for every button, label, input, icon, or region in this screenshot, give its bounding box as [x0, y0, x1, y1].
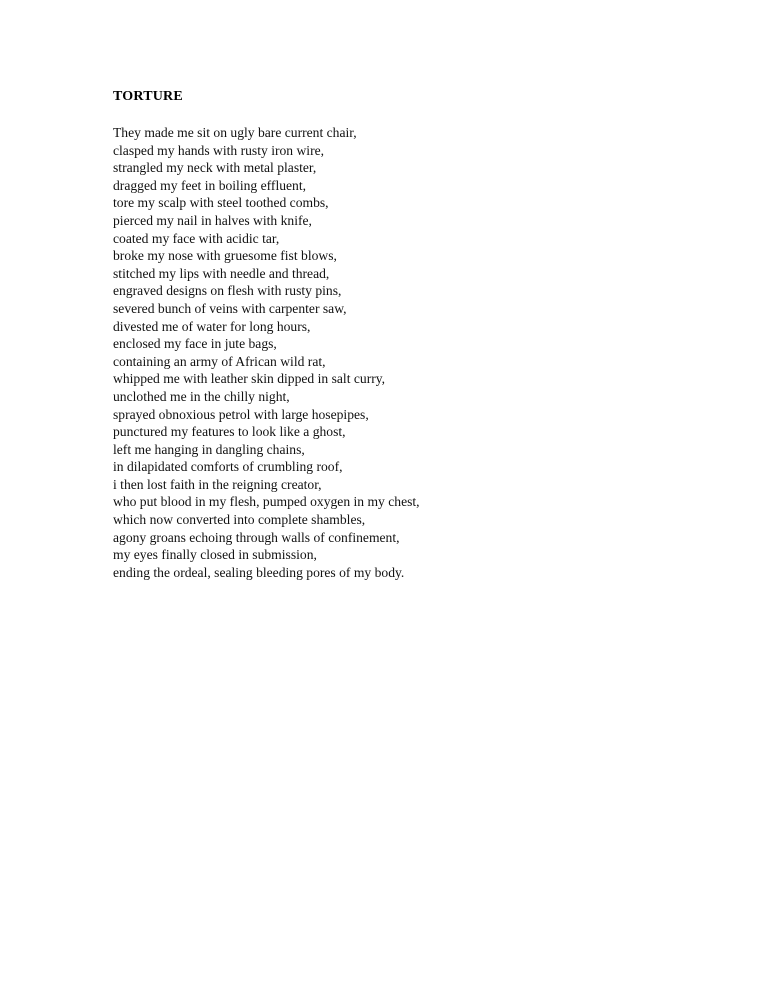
- poem-line: unclothed me in the chilly night,: [113, 388, 290, 404]
- poem-line: sprayed obnoxious petrol with large hosepipes,: [113, 406, 369, 422]
- poem-line: punctured my features to look like a ghost,: [113, 424, 346, 440]
- poem-line: divested me of water for long hours,: [113, 318, 311, 334]
- poem-line: stitched my lips with needle and thread,: [113, 265, 330, 281]
- poem-line: containing an army of African wild rat,: [113, 353, 326, 369]
- poem-line: agony groans echoing through walls of confinement,: [113, 529, 400, 545]
- poem-line: engraved designs on flesh with rusty pins,: [113, 283, 342, 299]
- poem-line: my eyes finally closed in submission,: [113, 547, 317, 563]
- poem-line: tore my scalp with steel toothed combs,: [113, 195, 329, 211]
- poem-line: who put blood in my flesh, pumped oxygen in my chest,: [113, 494, 420, 510]
- poem-line: strangled my neck with metal plaster,: [113, 160, 317, 176]
- poem-line: in dilapidated comforts of crumbling roof,: [113, 459, 343, 475]
- poem-line: broke my nose with gruesome fist blows,: [113, 248, 337, 264]
- poem-line: which now converted into complete shambles,: [113, 512, 366, 528]
- poem-line: dragged my feet in boiling effluent,: [113, 177, 307, 193]
- poem-line: i then lost faith in the reigning creator,: [113, 476, 322, 492]
- poem-body: [113, 124, 713, 581]
- poem-line: ending the ordeal, sealing bleeding pores of my body.: [113, 564, 405, 580]
- poem-line: severed bunch of veins with carpenter saw,: [113, 300, 347, 316]
- poem-line: coated my face with acidic tar,: [113, 230, 280, 246]
- poem-line: left me hanging in dangling chains,: [113, 441, 305, 457]
- poem-line: They made me sit on ugly bare current chair,: [113, 125, 357, 140]
- poem-line: whipped me with leather skin dipped in salt curry,: [113, 371, 386, 387]
- poem-line: enclosed my face in jute bags,: [113, 336, 277, 352]
- poem-line: pierced my nail in halves with knife,: [113, 212, 312, 228]
- poem-title: TORTURE: [113, 89, 183, 104]
- poem-line: clasped my hands with rusty iron wire,: [113, 142, 325, 158]
